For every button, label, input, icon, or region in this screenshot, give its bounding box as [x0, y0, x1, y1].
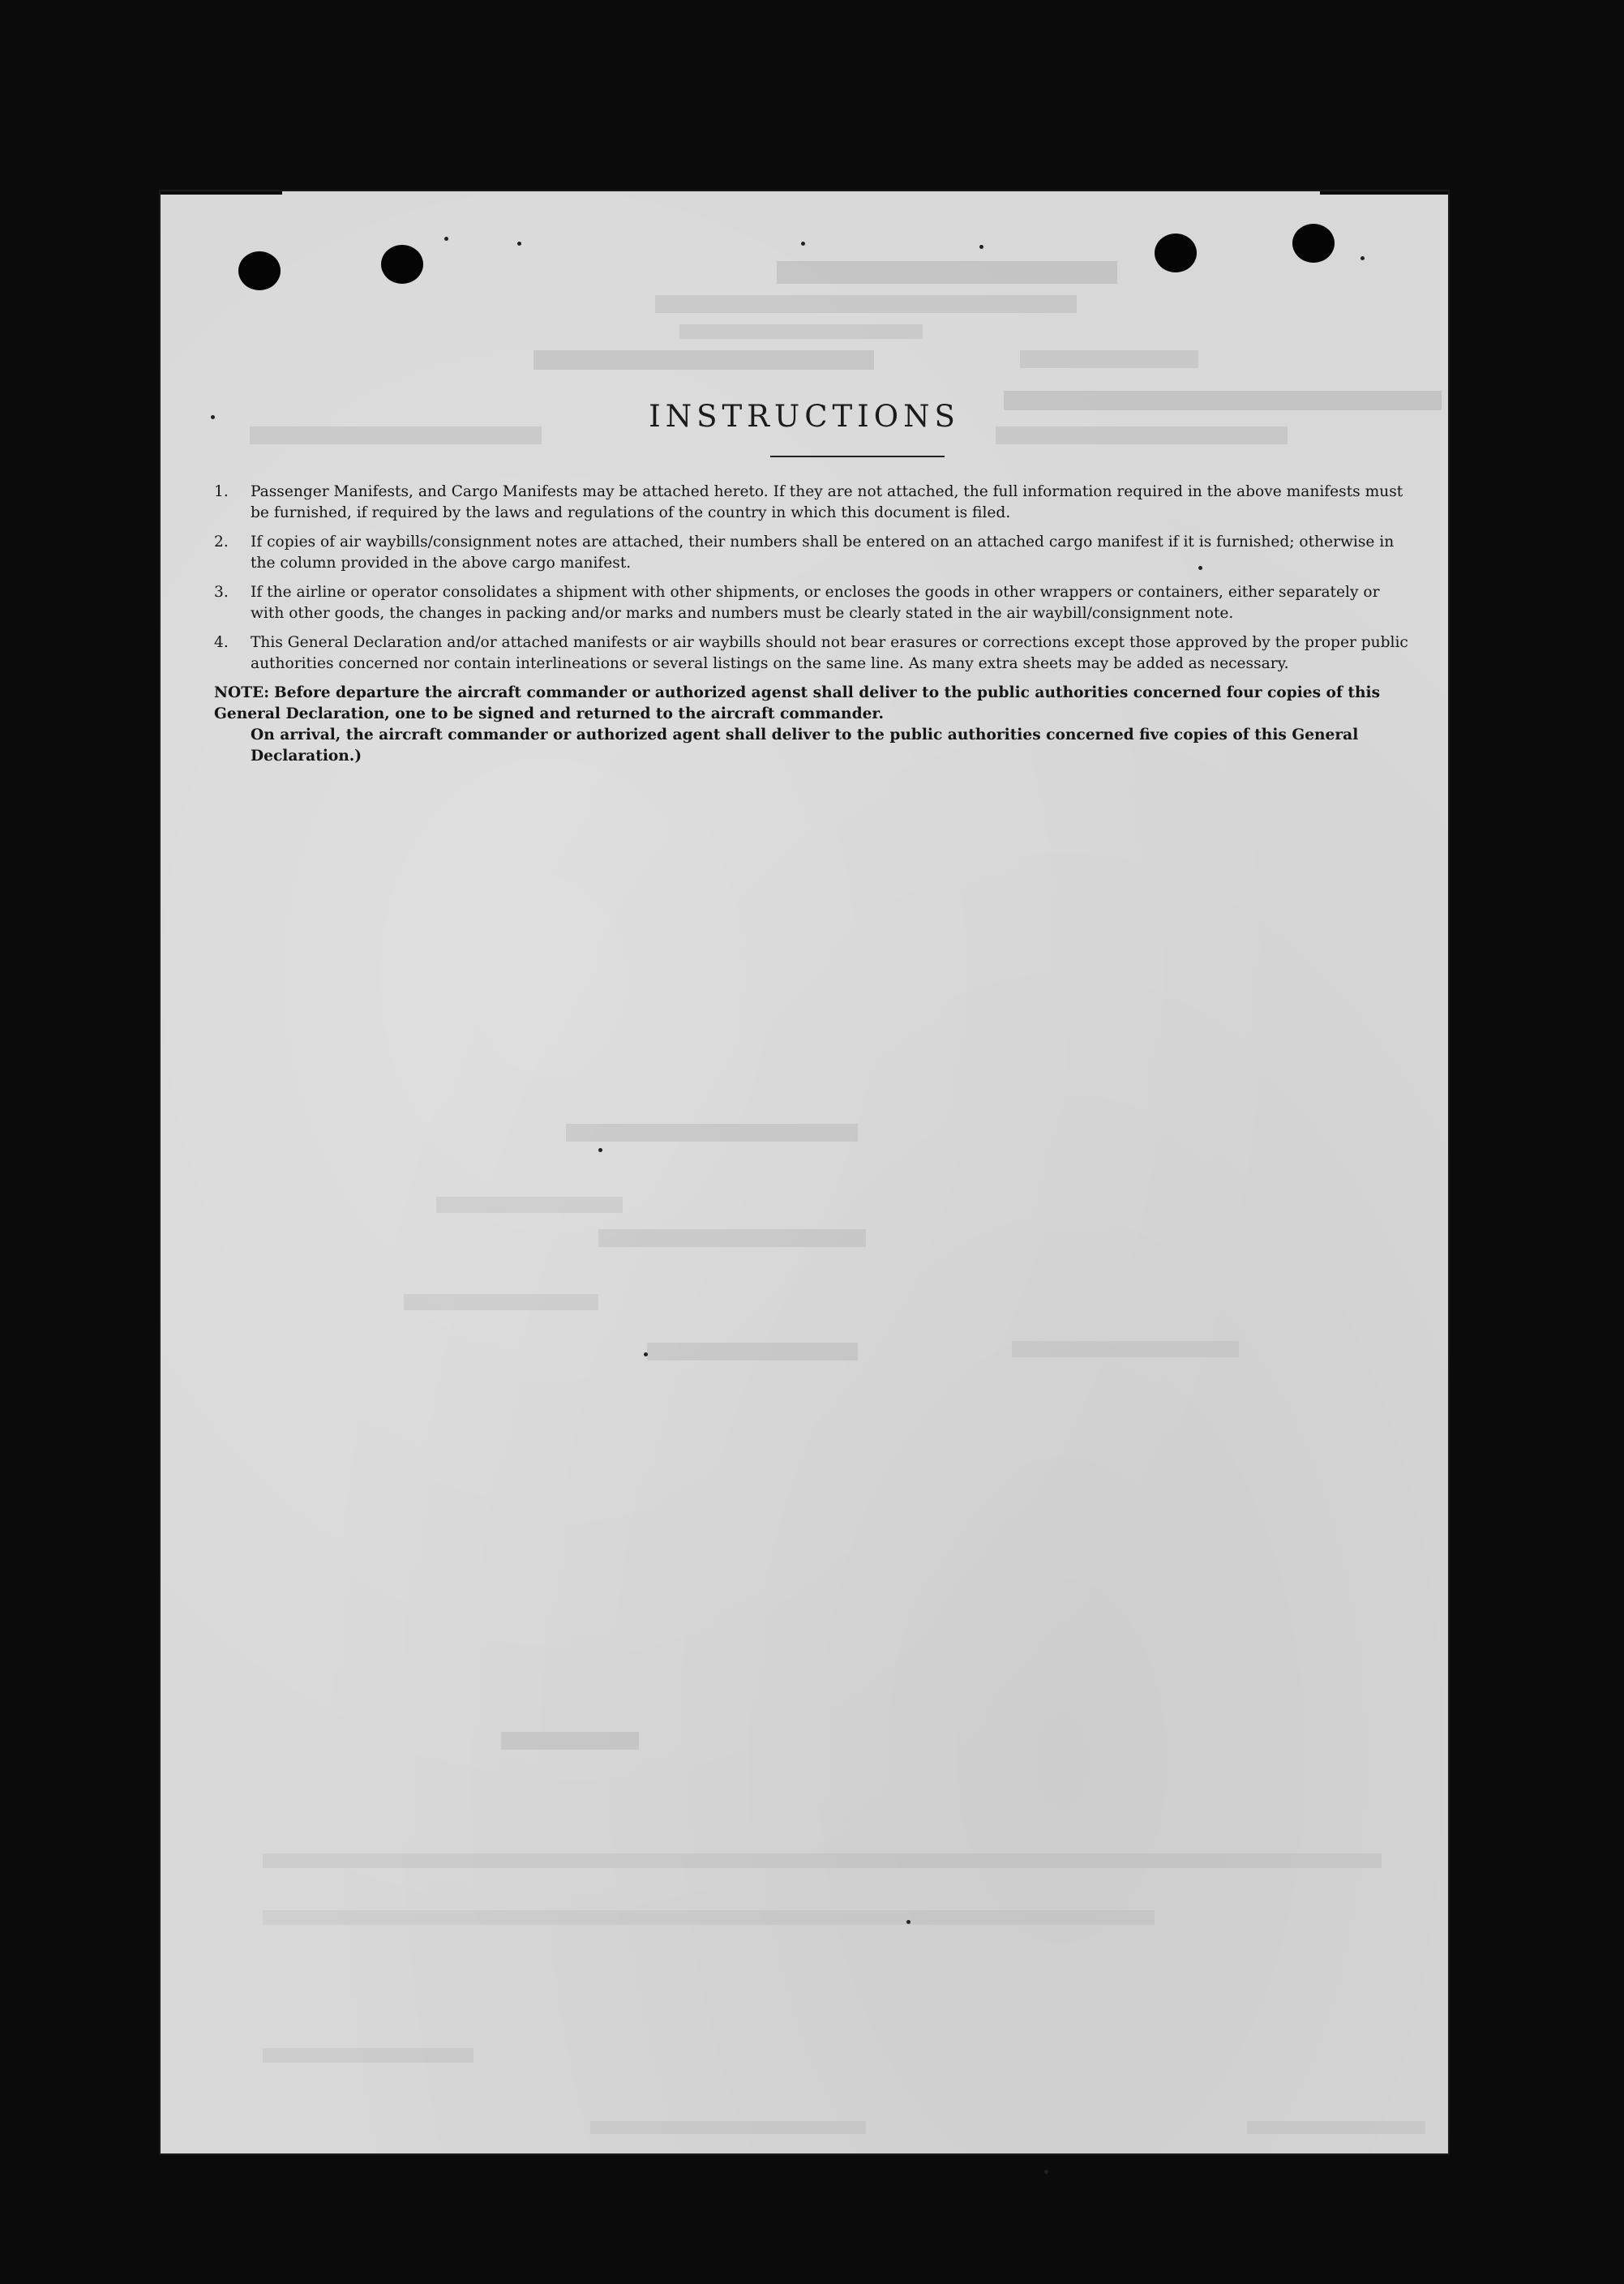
bleed-through-mark [263, 2048, 473, 2063]
instruction-item [214, 532, 1417, 574]
bleed-through-mark [263, 1853, 1382, 1868]
punch-hole [1155, 234, 1197, 272]
paper-edge-notch [1320, 191, 1448, 195]
instruction-number: 1. [214, 483, 229, 500]
title-underline [770, 456, 945, 457]
instruction-text: If copies of air waybills/consignment notes are attached, their numbers shall be entered on an attached cargo manifest if it is furnished; otherwise in the column provided in the above cargo manifest. [251, 534, 1395, 572]
bleed-through-mark [647, 1343, 858, 1361]
speck [517, 242, 521, 246]
bleed-through-mark [1247, 2121, 1425, 2134]
note-departure-text: Before departure the aircraft commander or authorized agenst shall deliver to the public authorities concerned four copies of this General Declaration, one to be signed and returned to the aircraft commander. [214, 684, 1381, 722]
punch-hole [381, 245, 423, 284]
bleed-through-mark [566, 1124, 858, 1142]
bleed-through-mark [436, 1197, 623, 1213]
document-page [161, 191, 1448, 2153]
instruction-number: 4. [214, 634, 229, 651]
bleed-through-mark [404, 1294, 598, 1310]
speck [979, 245, 983, 249]
bleed-through-mark [533, 350, 874, 370]
bleed-through-mark [590, 2121, 866, 2134]
speck [1360, 256, 1365, 260]
bleed-through-mark [1020, 350, 1198, 368]
note-label: NOTE: [214, 684, 270, 701]
speck [1044, 2170, 1048, 2174]
instruction-number: 3. [214, 584, 229, 601]
paper-edge-notch [161, 191, 282, 195]
note-arrival-text: On arrival, the aircraft commander or authorized agent shall deliver to the public authorities concerned five copies of this General Declaration.) [251, 726, 1359, 765]
instruction-text: Passenger Manifests, and Cargo Manifests may be attached hereto. If they are not attached, the full information required in the above manifests must be furnished, if required by the laws and regulations of the country in which this document is filed. [251, 483, 1403, 521]
instruction-item [214, 632, 1417, 675]
instruction-item [214, 482, 1417, 524]
punch-hole [238, 251, 281, 290]
bleed-through-mark [655, 295, 1077, 313]
bleed-through-mark [777, 261, 1117, 284]
instructions-title: INSTRUCTIONS [649, 399, 960, 434]
note-block [214, 683, 1417, 767]
instruction-text: This General Declaration and/or attached manifests or air waybills should not bear erasures or corrections except those approved by the proper public authorities concerned nor contain interlineations or several listings on the same line. As many extra sheets may be added as necessary. [251, 634, 1408, 672]
punch-hole [1292, 224, 1335, 263]
instruction-text: If the airline or operator consolidates a shipment with other shipments, or encloses the goods in other wrappers or containers, either separately or with other goods, the changes in packing and/or marks and numbers must be clearly stated in the air waybill/consignment note. [251, 584, 1380, 622]
instruction-number: 2. [214, 534, 229, 551]
bleed-through-mark [263, 1910, 1155, 1925]
bleed-through-mark [679, 324, 923, 339]
speck [444, 237, 448, 241]
instruction-item [214, 582, 1417, 624]
bleed-through-mark [1012, 1341, 1239, 1357]
bleed-through-mark [598, 1229, 866, 1247]
speck [801, 242, 805, 246]
speck [598, 1148, 602, 1152]
instructions-list [214, 482, 1417, 767]
bleed-through-mark [501, 1732, 639, 1750]
